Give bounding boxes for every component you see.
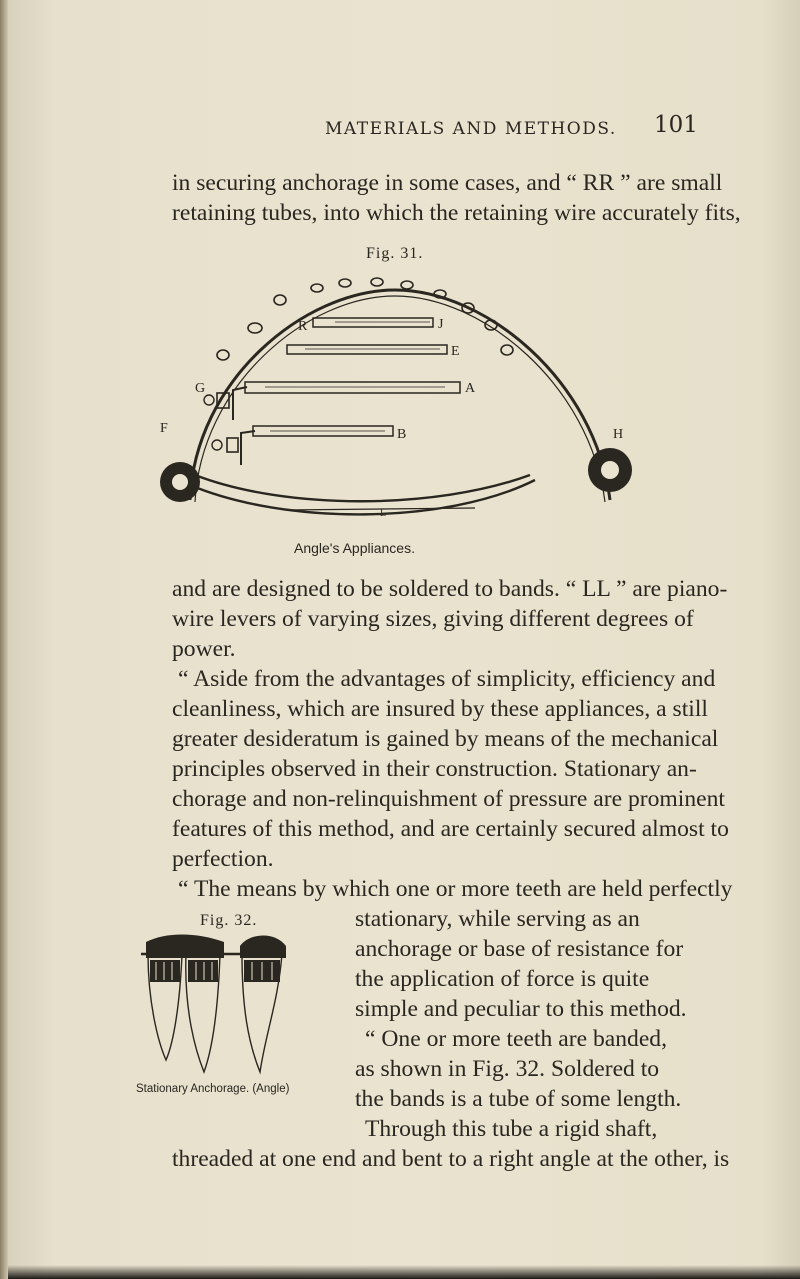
text-line: the application of force is quite [355, 966, 650, 992]
running-head: MATERIALS AND METHODS. [325, 119, 617, 139]
book-spine [0, 0, 8, 1279]
text-line: power. [172, 636, 236, 662]
fig31-letter: G [195, 381, 206, 396]
fig31-letter: J [438, 317, 444, 332]
text-line: wire levers of varying sizes, giving different degrees of [172, 606, 694, 632]
fig31-letter: F [160, 421, 168, 436]
figure-32-illustration [136, 932, 296, 1080]
text-line: perfection. [172, 846, 274, 872]
fig31-letter: A [465, 381, 476, 396]
figure-31-illustration [135, 270, 655, 540]
text-line: threaded at one end and bent to a right angle at the other, is [172, 1146, 730, 1172]
text-line: “ The means by which one or more teeth are held perfectly [178, 876, 733, 902]
text-line: simple and peculiar to this method. [355, 996, 687, 1022]
figure-31-label: Fig. 31. [366, 245, 424, 262]
figure-32-label: Fig. 32. [200, 912, 258, 929]
figure-32-caption: Stationary Anchorage. (Angle) [136, 1083, 290, 1095]
fig31-letter: E [451, 344, 460, 359]
fig31-letter: L [380, 508, 387, 519]
text-line: the bands is a tube of some length. [355, 1086, 682, 1112]
text-line: Through this tube a rigid shaft, [365, 1116, 658, 1142]
text-line: and are designed to be soldered to bands. “ LL ” are piano- [172, 576, 728, 602]
text-line: anchorage or base of resistance for [355, 936, 684, 962]
text-line: in securing anchorage in some cases, and “ RR ” are small [172, 170, 723, 196]
fig31-letter: B [397, 427, 407, 442]
text-line: features of this method, and are certainly secured almost to [172, 816, 729, 842]
text-line: greater desideratum is gained by means of the mechanical [172, 726, 719, 752]
fig31-letter: R [298, 319, 308, 334]
page-bottom-shadow [8, 1265, 800, 1279]
text-line: retaining tubes, into which the retaining wire accurately fits, [172, 200, 741, 226]
text-line: “ Aside from the advantages of simplicity, efficiency and [178, 666, 716, 692]
text-line: stationary, while serving as an [355, 906, 640, 932]
text-line: principles observed in their construction. Stationary an- [172, 756, 697, 782]
page-number: 101 [654, 112, 698, 138]
text-line: cleanliness, which are insured by these appliances, a still [172, 696, 708, 722]
text-line: as shown in Fig. 32. Soldered to [355, 1056, 660, 1082]
fig31-letter: H [613, 427, 624, 442]
text-line: “ One or more teeth are banded, [365, 1026, 667, 1052]
text-line: chorage and non-relinquishment of pressure are prominent [172, 786, 725, 812]
figure-31-caption: Angle's Appliances. [294, 540, 415, 556]
